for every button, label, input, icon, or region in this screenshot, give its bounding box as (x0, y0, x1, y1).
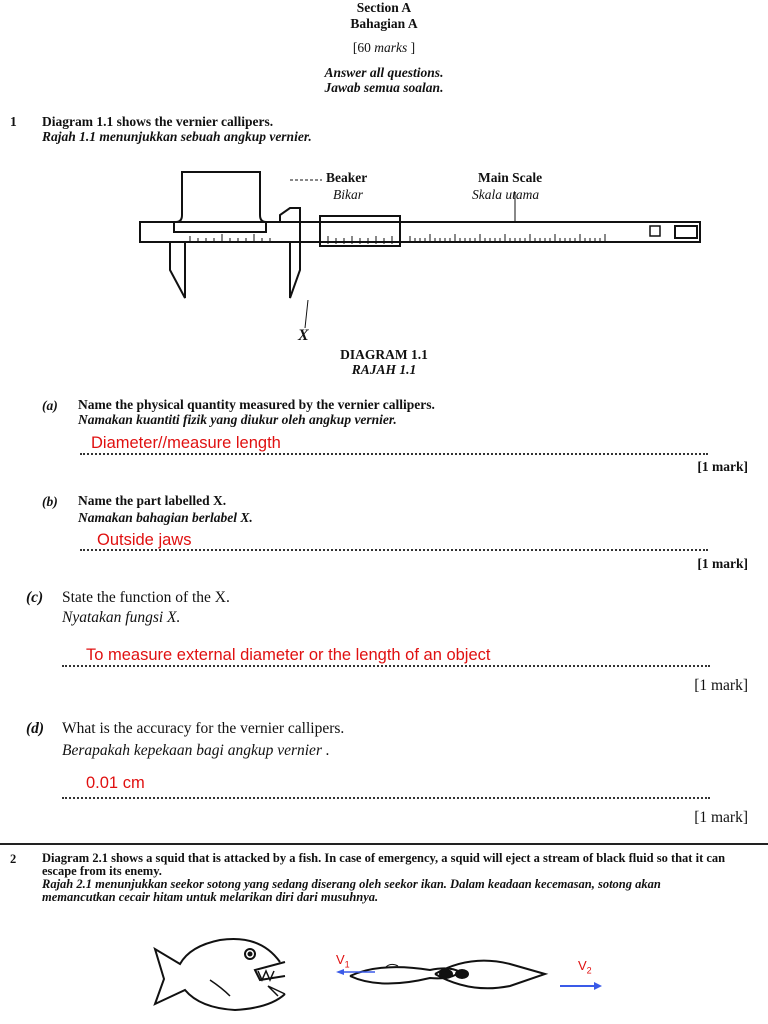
diagram-caption-my: RAJAH 1.1 (351, 362, 417, 377)
question-1-intro-en: Diagram 1.1 shows the vernier callipers. (42, 114, 274, 129)
q1a-question-en: Name the physical quantity measured by the vernier callipers. (78, 397, 435, 412)
q1c-question-en: State the function of the X. (62, 589, 230, 606)
q1d-question-en: What is the accuracy for the vernier callipers. (62, 720, 345, 737)
question-2-intro-en: Diagram 2.1 shows a squid that is attacked by a fish. In case of emergency, a squid will eject a stream of black fluid so that it can escape from its enemy. (42, 851, 726, 878)
v1-label (336, 952, 350, 970)
q1c-question-my: Nyatakan fungsi X. (62, 609, 181, 626)
q1c-answer-line (62, 665, 710, 667)
q1d-answer: 0.01 cm (86, 774, 145, 792)
diagram-label-scale-en: Main Scale (478, 170, 543, 185)
marks-close: ] (407, 40, 416, 55)
q1b-answer-line (80, 549, 708, 551)
q1b-question-en: Name the part labelled X. (78, 493, 227, 508)
question-2-number: 2 (10, 852, 17, 866)
q1b-mark: [1 mark] (697, 556, 748, 571)
q1a-answer-line (80, 453, 708, 455)
v1-label-base: V (336, 952, 345, 967)
q1a-mark: [1 mark] (697, 459, 748, 474)
v2-label-sub: 2 (586, 965, 592, 976)
q1b-answer: Outside jaws (97, 531, 192, 549)
q1c-answer: To measure external diameter or the length of an object (86, 646, 491, 664)
fish-mouth (255, 962, 285, 980)
vernier-callipers-diagram (130, 160, 730, 350)
q1a-answer: Diameter//measure length (91, 434, 281, 452)
squid-eye (440, 970, 452, 978)
diagram-label-scale-my: Skala utama (472, 187, 540, 202)
section-title-my: Bahagian A (350, 16, 418, 31)
fixed-outside-jaw (140, 222, 185, 298)
diagram-label-x: X (298, 327, 309, 344)
section-title-en: Section A (356, 0, 412, 15)
question-2-intro-my: Rajah 2.1 menunjukkan seekor sotong yang sedang diserang oleh seekor ikan. Dalam keadaan kecemasan, sotong akan memancutkan cecair hitam untuk melarikan diri dari musuhnya. (42, 877, 661, 904)
marks-word: marks (374, 40, 408, 55)
fish-body (155, 939, 285, 1010)
question-separator (0, 843, 768, 845)
marks-number: [60 (352, 40, 375, 55)
q1c-mark: [1 mark] (694, 677, 748, 694)
v2-label-base: V (578, 958, 587, 973)
instruction-en: Answer all questions. (324, 65, 444, 80)
fish-squid-diagram (150, 924, 610, 1020)
q1d-answer-line (62, 797, 710, 799)
v1-label-sub: 1 (344, 959, 350, 970)
diagram-label-beaker-en: Beaker (326, 170, 368, 185)
q1a-question-my: Namakan kuantiti fizik yang diukur oleh angkup vernier. (78, 412, 397, 427)
question-1-intro-my: Rajah 1.1 menunjukkan sebuah angkup vernier. (42, 129, 312, 144)
q1d-mark: [1 mark] (694, 809, 748, 826)
q1c-label: (c) (26, 589, 44, 606)
main-scale-ticks (190, 234, 605, 242)
depth-rod-end (675, 226, 697, 238)
q1d-question-my: Berapakah kepekaan bagi angkup vernier . (62, 742, 330, 759)
diagram-caption-en: DIAGRAM 1.1 (340, 347, 428, 362)
q1b-label: (b) (42, 494, 58, 509)
q1a-label: (a) (42, 398, 58, 413)
instruction-my: Jawab semua soalan. (324, 80, 444, 95)
v2-label (578, 958, 592, 976)
section-marks (0, 40, 768, 55)
diagram-label-beaker-my: Bikar (333, 187, 363, 202)
q1d-label: (d) (26, 720, 45, 737)
q1b-question-my: Namakan bahagian berlabel X. (78, 510, 253, 525)
question-1-number: 1 (10, 114, 17, 129)
